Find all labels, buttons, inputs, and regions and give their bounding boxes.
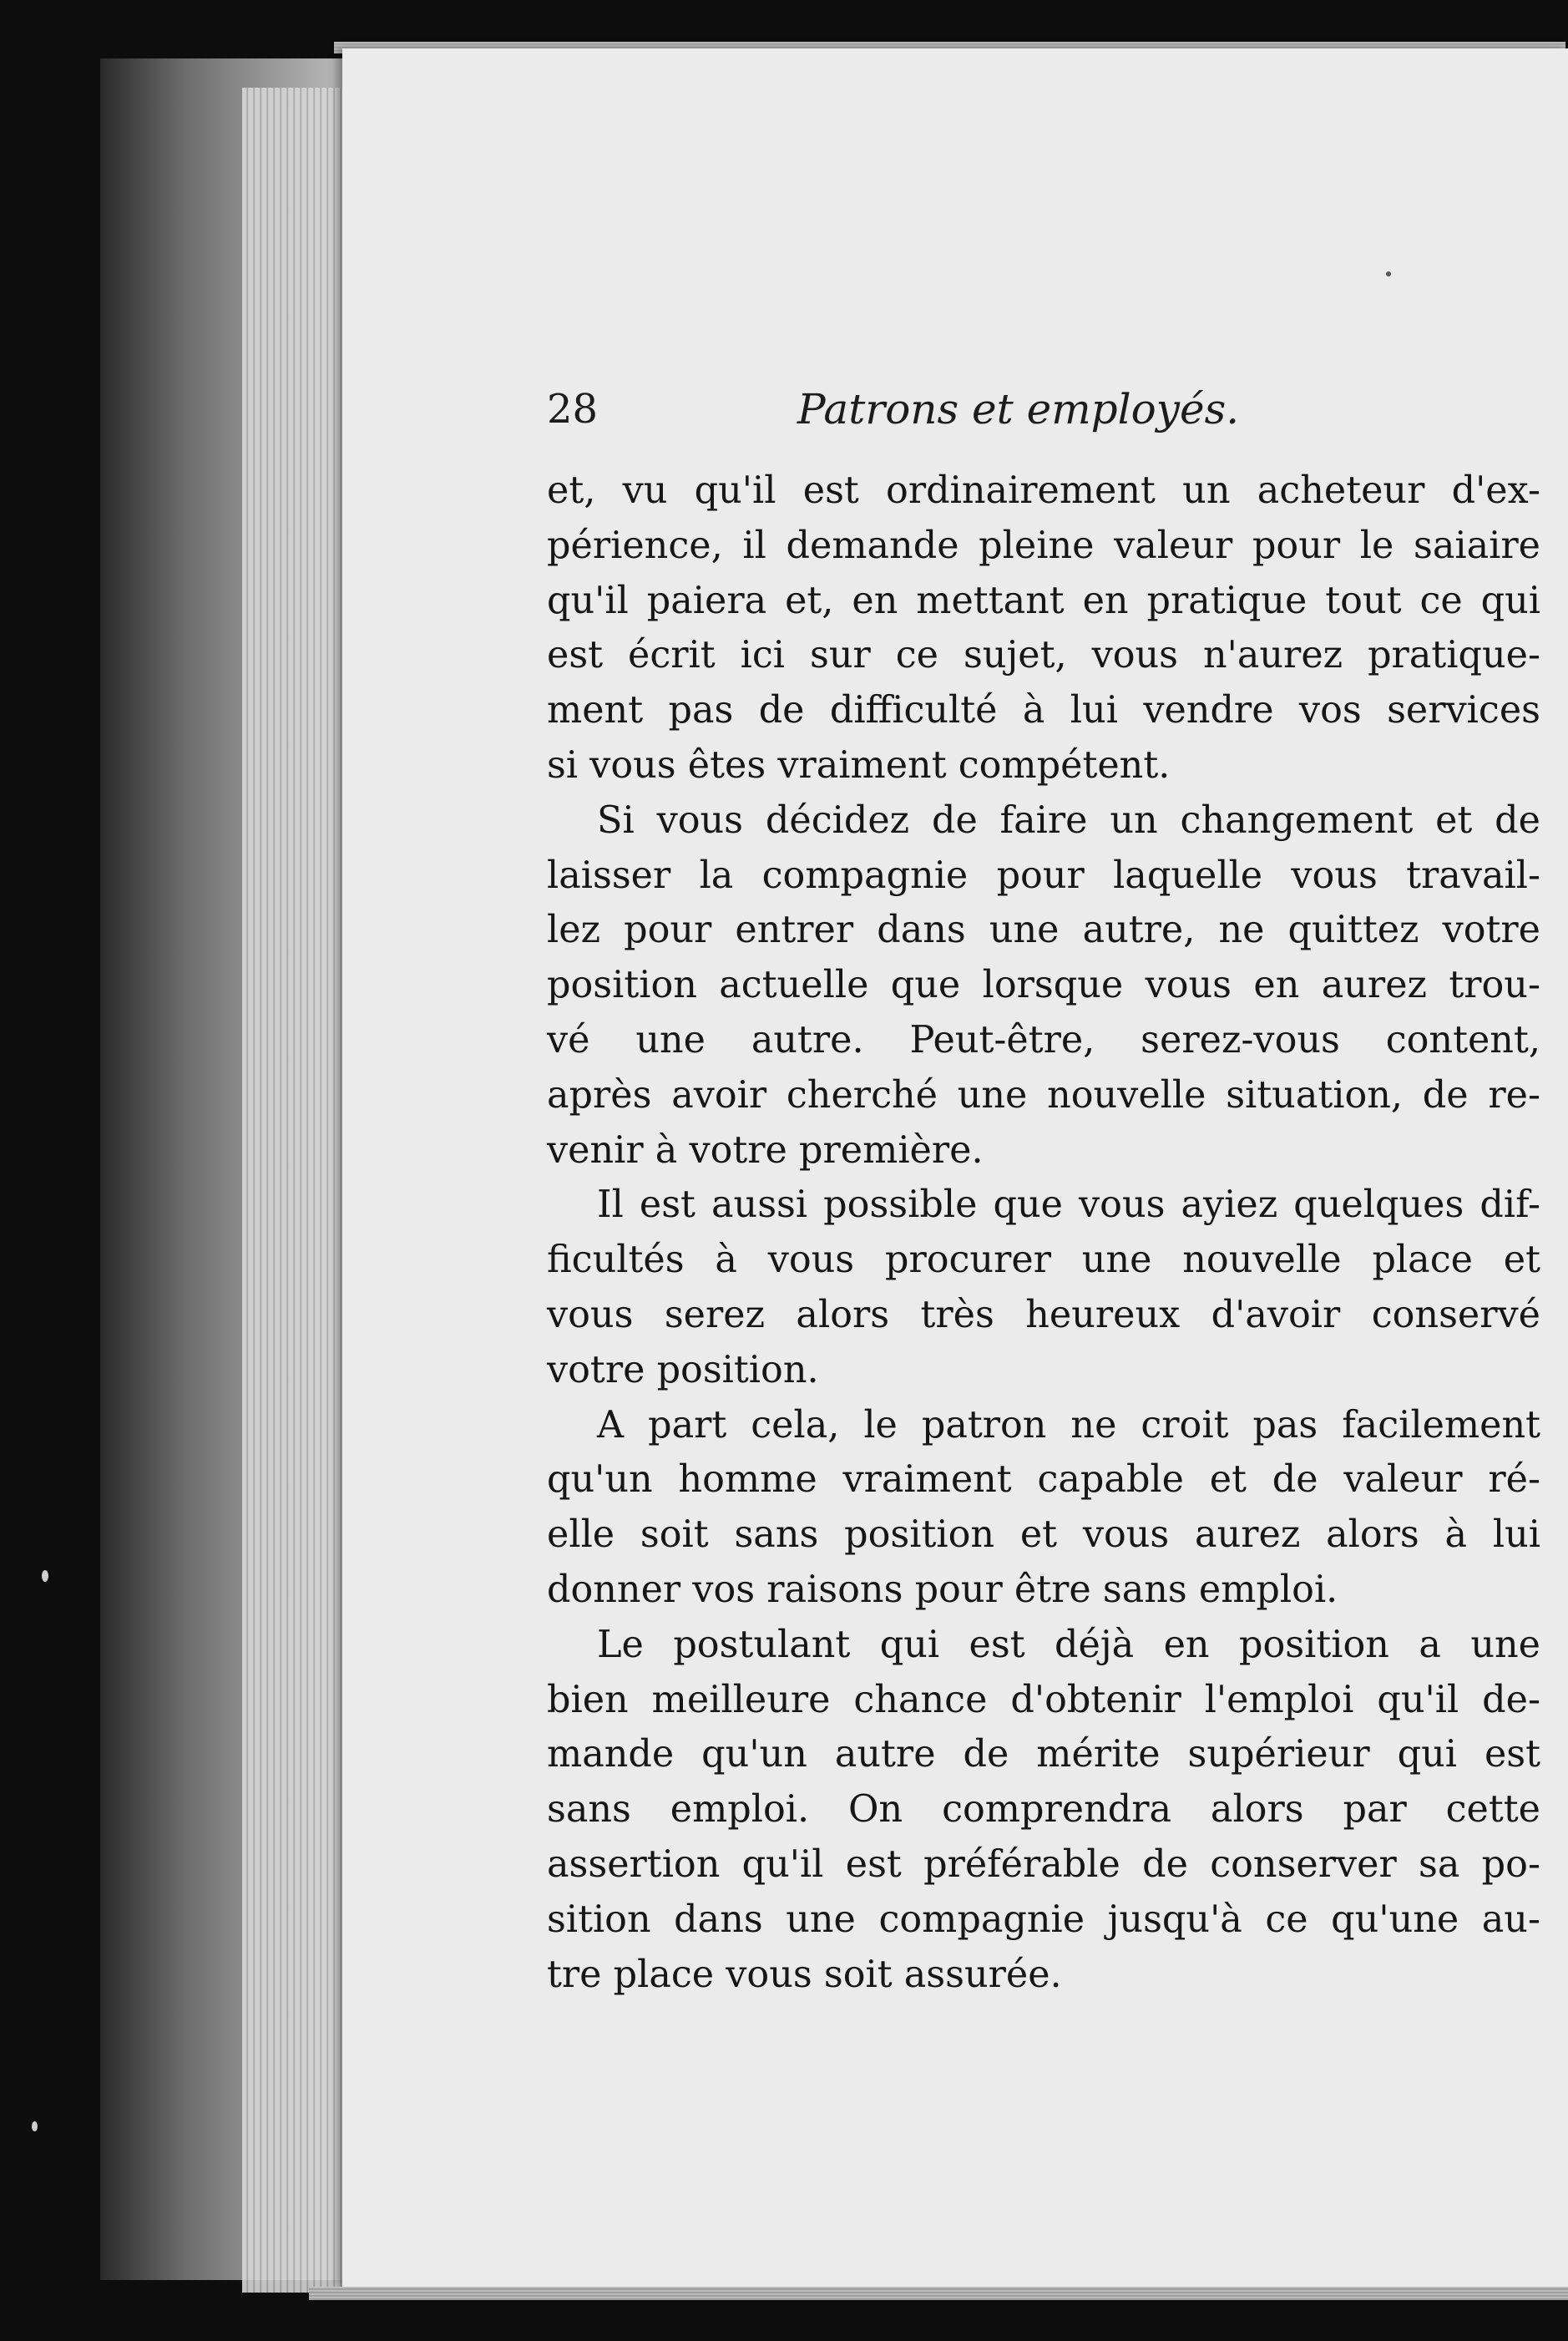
text-line: qu'il paiera et, en mettant en pratique tout ce qui (547, 579, 1540, 622)
text-line: périence, il demande pleine valeur pour le saiaire (547, 524, 1540, 567)
paragraph (547, 793, 1540, 1178)
text-line: elle soit sans position et vous aurez alors à lui (547, 1513, 1540, 1557)
page-edges-left (242, 88, 342, 2293)
text-line: sition dans une compagnie jusqu'à ce qu'une au- (547, 1898, 1540, 1941)
text-line: venir à votre première. (547, 1128, 984, 1172)
paragraph (547, 1398, 1540, 1618)
text-line: lez pour entrer dans une autre, ne quittez votre (547, 909, 1540, 952)
text-line: après avoir cherché une nouvelle situation, de re- (547, 1073, 1540, 1117)
text-line: Si vous décidez de faire un changement et de (597, 798, 1540, 842)
paragraph (547, 464, 1540, 793)
paragraph (547, 1618, 1540, 2003)
text-line: et, vu qu'il est ordinairement un acheteur d'ex- (547, 469, 1540, 512)
body-text (547, 464, 1540, 2002)
dust-speck (1386, 271, 1391, 276)
dust-speck (42, 1570, 48, 1582)
text-line: Il est aussi possible que vous ayiez quelques dif- (597, 1183, 1540, 1227)
text-line: qu'un homme vraiment capable et de valeur ré- (547, 1458, 1540, 1502)
text-line: donner vos raisons pour être sans emploi. (547, 1568, 1338, 1611)
text-line: ment pas de difficulté à lui vendre vos services (547, 689, 1540, 732)
text-line: bien meilleure chance d'obtenir l'emploi qu'il de- (547, 1678, 1540, 1721)
page-edges-bottom (309, 2287, 1568, 2300)
text-line: sans emploi. On comprendra alors par cette (547, 1788, 1540, 1832)
text-line: votre position. (547, 1348, 819, 1391)
text-line: laisser la compagnie pour laquelle vous travail- (547, 854, 1540, 897)
text-line: assertion qu'il est préférable de conserver sa po- (547, 1842, 1540, 1886)
page-number: 28 (547, 386, 599, 433)
text-line: mande qu'un autre de mérite supérieur qui est (547, 1733, 1540, 1776)
text-line: tre place vous soit assurée. (547, 1953, 1062, 1996)
dust-speck (32, 2121, 38, 2131)
paragraph (547, 1178, 1540, 1397)
text-line: est écrit ici sur ce sujet, vous n'aurez pratique- (547, 634, 1540, 677)
text-line: si vous êtes vraiment compétent. (547, 743, 1171, 787)
text-line: ficultés à vous procurer une nouvelle place et (547, 1239, 1540, 1282)
text-line: vous serez alors très heureux d'avoir conservé (547, 1293, 1540, 1336)
text-line: A part cela, le patron ne croit pas facilement (597, 1403, 1540, 1447)
text-line: vé une autre. Peut-être, serez-vous content, (547, 1018, 1540, 1062)
running-title: Patrons et employés. (797, 385, 1240, 433)
text-line: position actuelle que lorsque vous en aurez trou- (547, 964, 1540, 1007)
page-header (547, 380, 1298, 438)
text-line: Le postulant qui est déjà en position a une (597, 1623, 1540, 1666)
